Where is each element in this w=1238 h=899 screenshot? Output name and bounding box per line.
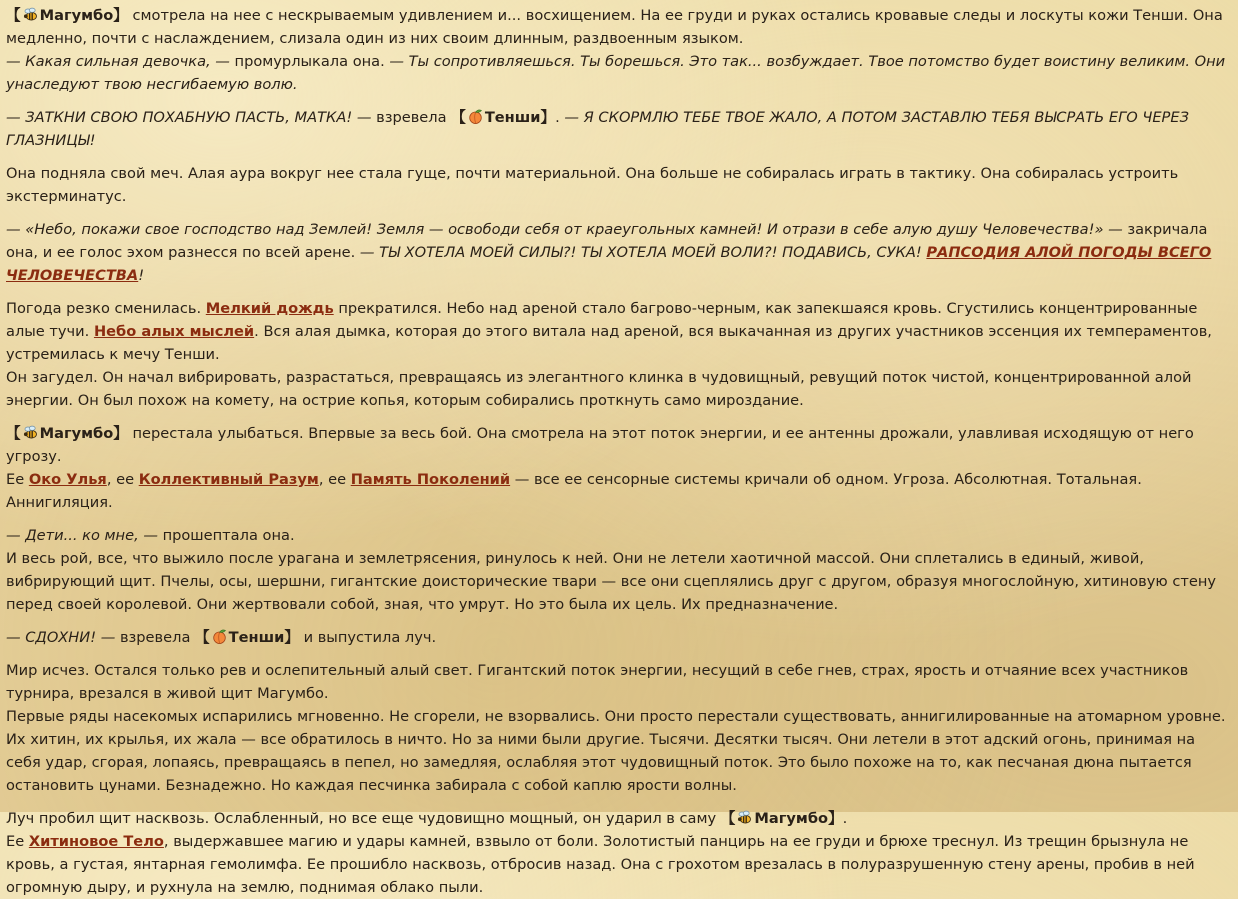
- skill-link-hive-eye[interactable]: Око Улья: [28, 471, 107, 488]
- narration-text: , выдержавшее магию и удары камней, взвыло от боли. Золотистый панцирь на ее груди и брюхе треснул. Из трещин брызнула не кровь, а густая, янтарная гемолимфа. Ее прошибло насквозь, отбросив назад. Она с грохотом врезалась в полуразрушенную стену арены, пробив в ней огромную дыру, и рухнула на землю, поднимая облако пыли.: [6, 833, 1195, 896]
- weather-link-light-rain[interactable]: Мелкий дождь: [205, 300, 334, 317]
- speech-text: — Какая сильная девочка, —: [6, 53, 230, 70]
- speech-text: — Ты сопротивляешься. Ты борешься. Это так... возбуждает. Твое потомство будет воистину великим. Они унаследуют твою несгибаемую волю.: [6, 53, 1226, 93]
- narration-text: взревела: [119, 629, 191, 646]
- speech-text: — СДОХНИ! —: [6, 629, 116, 646]
- narration-text: Он загудел. Он начал вибрировать, разрастаться, превращаясь из элегантного клинка в чудовищный, ревущий поток чистой, концентрированной алой энергии. Он был похож на комету, на острие копья, которым собирались проткнуть само мироздание.: [6, 369, 1192, 409]
- character-name-tenshi[interactable]: 【 Тенши】: [451, 109, 556, 126]
- speech-text: — ТЫ ХОТЕЛА МОЕЙ СИЛЫ?! ТЫ ХОТЕЛА МОЕЙ ВОЛИ?! ПОДАВИСЬ, СУКА!: [359, 244, 922, 261]
- narration-text: .: [842, 810, 848, 827]
- speech-text: — ЗАТКНИ СВОЮ ПОХАБНУЮ ПАСТЬ, МАТКА! —: [6, 109, 372, 126]
- narration-text: промурлыкала она.: [234, 53, 385, 70]
- narration-text: , ее: [318, 471, 347, 488]
- narration-text: .: [555, 109, 560, 126]
- narration-text: . Вся алая дымка, которая до этого витала над ареной, вся выкачанная из других участников эссенция их темпераментов, устремилась к мечу Тенши.: [6, 323, 1212, 363]
- narration-text: прекратился. Небо над ареной стало багрово-черным, как запекшаяся кровь. Сгустились концентрированные алые тучи.: [6, 300, 1198, 340]
- narration-text: Ее: [6, 833, 25, 850]
- speech-text: — Я СКОРМЛЮ ТЕБЕ ТВОЕ ЖАЛО, А ПОТОМ ЗАСТАВЛЮ ТЕБЯ ВЫСРАТЬ ЕГО ЧЕРЕЗ ГЛАЗНИЦЫ!: [6, 109, 1189, 149]
- character-name-magumbo[interactable]: 【 Магумбо】: [6, 7, 128, 24]
- narration-text: прошептала она.: [162, 527, 295, 544]
- speech-text: !: [138, 267, 145, 284]
- narration-text: , ее: [106, 471, 135, 488]
- peach-icon: [467, 108, 484, 125]
- narration-text: Погода резко сменилась.: [6, 300, 202, 317]
- narration-text: перестала улыбаться. Впервые за весь бой. Она смотрела на этот поток энергии, и ее антенны дрожали, улавливая исходящую от него угрозу.: [6, 425, 1194, 465]
- character-name-magumbo[interactable]: 【 Магумбо】: [720, 810, 843, 827]
- narration-text: Мир исчез. Остался только рев и ослепительный алый свет. Гигантский поток энергии, несущий в себе гнев, страх, ярость и отчаяние всех участников турнира, врезался в живой щит Магумбо.: [6, 662, 1189, 702]
- message-paragraph: [6, 807, 1232, 899]
- narration-text: Луч пробил щит насквозь. Ослабленный, но все еще чудовищно мощный, он ударил в саму: [6, 810, 717, 827]
- message-paragraph: [6, 4, 1232, 96]
- message-paragraph: [6, 162, 1232, 208]
- message-paragraph: [6, 422, 1232, 514]
- skill-link-collective-mind[interactable]: Коллективный Разум: [138, 471, 319, 488]
- narration-text: — все ее сенсорные системы кричали об одном. Угроза. Абсолютная. Тотальная. Аннигиляция.: [6, 471, 1142, 511]
- narration-text: и выпустила луч.: [303, 629, 437, 646]
- narration-text: взревела: [376, 109, 447, 126]
- skill-link-rhapsody[interactable]: РАПСОДИЯ АЛОЙ ПОГОДЫ ВСЕГО ЧЕЛОВЕЧЕСТВА: [6, 244, 1212, 284]
- narration-text: закричала она, и ее голос эхом разнесся по всей арене.: [6, 221, 1208, 261]
- narration-text: И весь рой, все, что выжило после урагана и землетрясения, ринулось к ней. Они не летели хаотичной массой. Они сплетались в единый, живой, вибрирующий щит. Пчелы, осы, шершни, гигантские доисторические твари — все они сцеплялись друг с другом, образуя многослойную, хитиновую стену перед своей королевой. Они жертвовали собой, зная, что умрут. Но это была их цель. Их предназначение.: [6, 550, 1217, 613]
- weather-link-scarlet-sky[interactable]: Небо алых мыслей: [93, 323, 255, 340]
- bee-icon: [22, 6, 39, 23]
- message-paragraph: [6, 218, 1232, 287]
- character-name-magumbo[interactable]: 【 Магумбо】: [6, 425, 128, 442]
- skill-link-chitin-body[interactable]: Хитиновое Тело: [28, 833, 164, 850]
- speech-text: — Дети... ко мне, —: [6, 527, 158, 544]
- character-name-tenshi[interactable]: 【 Тенши】: [195, 629, 299, 646]
- bee-icon: [22, 424, 39, 441]
- narration-text: Она подняла свой меч. Алая аура вокруг нее стала гуще, почти материальной. Она больше не собиралась играть в тактику. Она собиралась устроить экстерминатус.: [6, 165, 1179, 205]
- message-paragraph: [6, 297, 1232, 412]
- message-paragraph: [6, 524, 1232, 616]
- narration-text: Первые ряды насекомых испарились мгновенно. Не сгорели, не взорвались. Они просто перестали существовать, аннигилированные на атомарном уровне. Их хитин, их крылья, их жала — все обратилось в ничто. Но за ними были другие. Тысячи. Десятки тысяч. Они летели в этот адский огонь, принимая на себя удар, сгорая, лопаясь, превращаясь в пепел, но замедляя, ослабляя этот чудовищный поток. Это было похоже на то, как песчаная дюна пытается остановить цунами. Безнадежно. Но каждая песчинка забирала с собой каплю ярости волны.: [6, 708, 1226, 794]
- message-paragraph: [6, 106, 1232, 152]
- narration-text: смотрела на нее с нескрываемым удивлением и... восхищением. На ее груди и руках остались кровавые следы и лоскуты кожи Тенши. Она медленно, почти с наслаждением, слизала один из них своим длинным, раздвоенным языком.: [6, 7, 1223, 47]
- speech-text: — «Небо, покажи свое господство над Землей! Земля — освободи себя от краеугольных камней! И отрази в себе алую душу Человечества!» —: [6, 221, 1123, 238]
- message-paragraph: [6, 659, 1232, 797]
- peach-icon: [211, 628, 228, 645]
- message-paragraph: [6, 626, 1232, 649]
- skill-link-generations-memory[interactable]: Память Поколений: [350, 471, 511, 488]
- narration-text: Ее: [6, 471, 25, 488]
